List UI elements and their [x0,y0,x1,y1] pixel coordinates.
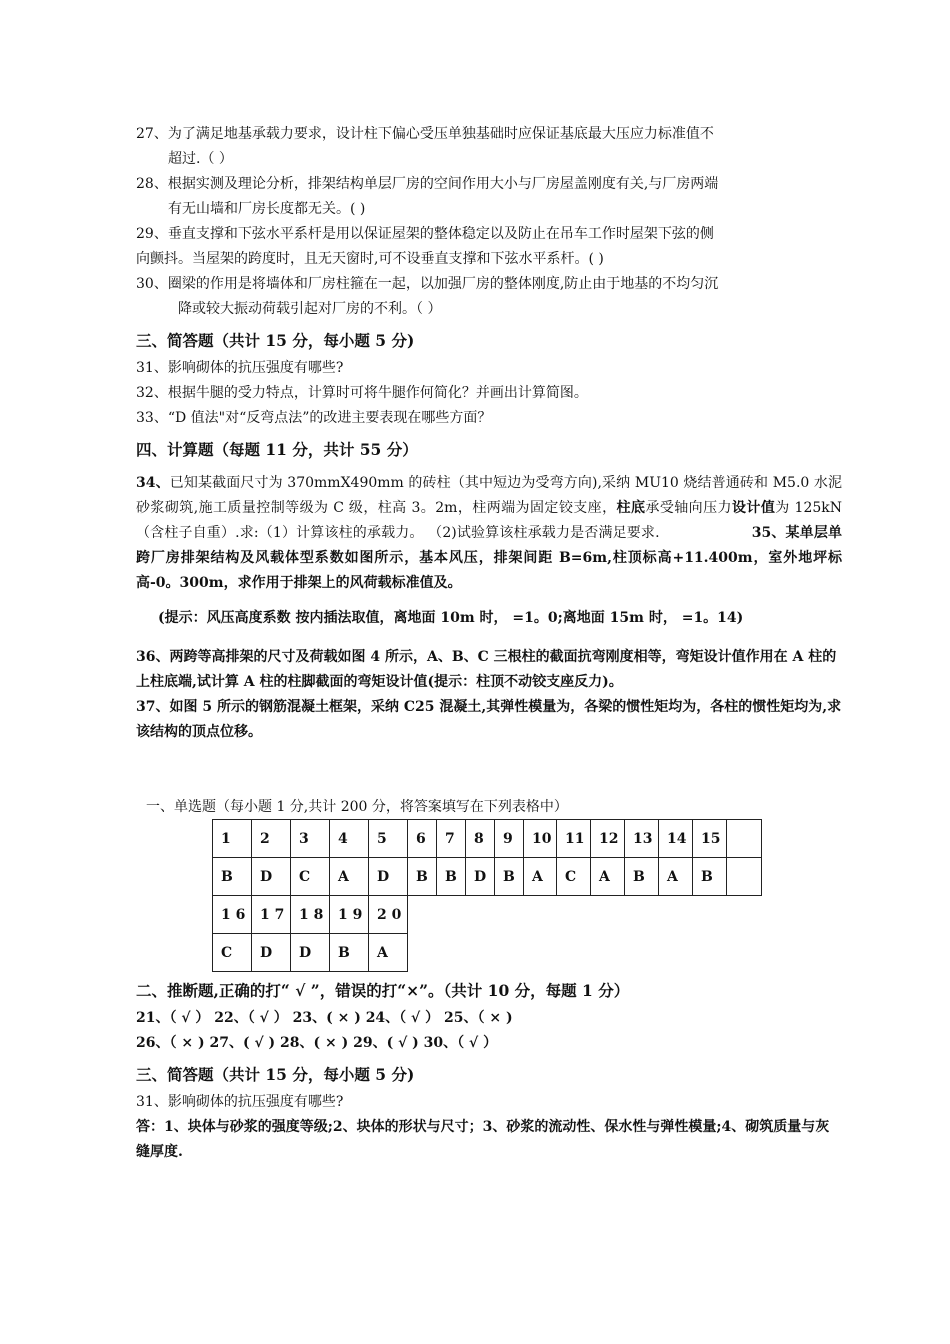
table-cell: B [213,858,252,896]
table-cell: B [625,858,659,896]
question-text: 圈梁的作用是将墙体和厂房柱箍在一起，以加强厂房的整体刚度,防止由于地基的不均匀沉 [167,276,719,292]
table-cell: 1 7 [252,896,291,934]
question-text-cont: 超过.（ ） [168,151,233,167]
exam-page [136,122,842,1165]
answer-table-title: 一、单选题（每小题 1 分,共计 200 分，将答案填写在下列表格中） [146,799,568,815]
question-text-cont: 降或较大振动荷载引起对厂房的不利。（ ） [178,301,442,317]
question-31: 31、影响砌体的抗压强度有哪些? [136,360,344,376]
table-cell: C [213,934,252,972]
table-row [213,934,762,972]
table-cell: 15 [693,820,727,858]
table-cell: B [437,858,466,896]
table-cell: B [495,858,524,896]
question-36: 36、两跨等高排架的尺寸及荷载如图 4 所示，A、B、C 三根柱的截面抗弯刚度相等，弯矩设计值作用在 A 柱的上柱底端,试计算 A 柱的柱脚截面的弯矩设计值(提示：柱顶不动铰支座反力)。 [136,649,837,690]
table-cell: A [369,934,408,972]
table-cell: 7 [437,820,466,858]
table-cell: 13 [625,820,659,858]
question-27 [136,122,842,172]
table-cell [727,858,762,896]
hint-text: (提示：风压高度系数 按内插法取值，离地面 10m 时， =1。0;离地面 15m 时， =1。14) [158,610,744,626]
table-cell: A [330,858,369,896]
table-cell: D [466,858,495,896]
table-row [213,896,762,934]
table-cell: A [524,858,557,896]
question-34-text-a: 已知某截面尺寸为 370mmX490mm 的砖柱（其中短边为受弯方向),采纳 MU10 烧结普通砖和 M5.0 水泥砂浆砌筑,施工质量控制等级为 C 级，柱高 3。2m，柱两端为固定铰支座， [136,475,843,516]
table-cell: A [659,858,693,896]
judgement-questions [136,122,842,322]
question-text: 为了满足地基承载力要求，设计柱下偏心受压单独基础时应保证基底最大压应力标准值不 [167,126,714,142]
question-text: 垂直支撑和下弦水平系杆是用以保证屋架的整体稳定以及防止在吊车工作时屋架下弦的侧 [167,226,714,242]
table-cell: 9 [495,820,524,858]
table-cell: 2 [252,820,291,858]
table-cell: 1 6 [213,896,252,934]
table-cell: D [252,934,291,972]
answer-31: 答：1、块体与砂浆的强度等级;2、块体的形状与尺寸；3、砂浆的流动性、保水性与弹性模量;4、砌筑质量与灰缝厚度. [136,1119,830,1160]
question-34-emph-1: 柱底 [616,500,646,516]
table-row [213,858,762,896]
table-cell: 5 [369,820,408,858]
question-33: 33、“D 值法"对“反弯点法”的改进主要表现在哪些方面？ [136,410,492,426]
question-34-emph-2: 设计值 [731,500,776,516]
section-title-short-answer: 三、简答题（共计 15 分，每小题 5 分) [136,331,415,350]
question-34-text-c: 承受轴向压力 [645,500,732,516]
table-cell [727,820,762,858]
question-34-text-d: 为 125kN（含柱子自重）.求:（1）计算该柱的承载力。 （2)试验算该柱承载力是否满足要求. [136,500,843,541]
table-cell: C [291,858,330,896]
question-28 [136,172,842,222]
table-cell: 14 [659,820,693,858]
question-35-text: 35、某单层单跨厂房排架结构及风载体型系数如图所示，基本风压，排架间距 B=6m,柱顶标高+11.400m，室外地坪标高-0。300m，求作用于排架上的风荷载标准值及。 [136,525,842,591]
section-title-calculation: 四、计算题（每题 11 分，共计 55 分） [136,440,418,459]
question-text: 根据实测及理论分析，排架结构单层厂房的空间作用大小与厂房屋盖刚度有关,与厂房两端 [167,176,719,192]
table-cell: B [330,934,369,972]
table-cell: 12 [591,820,625,858]
table-cell: 1 9 [330,896,369,934]
table-cell: D [369,858,408,896]
question-number: 30、 [136,276,168,292]
question-text-cont: 向颤抖。当屋架的跨度时，且无天窗时,可不设垂直支撑和下弦水平系杆。( ) [136,251,604,267]
true-false-answers-1: 21、（ √ ） 22、（ √ ） 23、( × ) 24、（ √ ） 25、（ × ) [136,1010,513,1026]
question-34-35 [136,471,842,596]
table-cell: 3 [291,820,330,858]
question-29 [136,222,842,272]
table-cell: 2 0 [369,896,408,934]
section-title-true-false: 二、推断题,正确的打“ √ ”，错误的打“×”。（共计 10 分，每题 1 分） [136,981,630,1000]
question-37: 37、如图 5 所示的钢筋混凝土框架，采纳 C25 混凝土,其弹性模量为，各梁的惯性矩均为，各柱的惯性矩均为,求该结构的顶点位移。 [136,699,842,740]
question-number: 27、 [136,126,168,142]
table-cell: D [291,934,330,972]
table-cell: 11 [557,820,591,858]
question-number: 29、 [136,226,168,242]
table-cell: 8 [466,820,495,858]
table-cell: C [557,858,591,896]
section-title-short-answer-2: 三、简答题（共计 15 分，每小题 5 分) [136,1065,415,1084]
table-cell: A [591,858,625,896]
table-cell: 10 [524,820,557,858]
table-cell: 1 [213,820,252,858]
question-number: 28、 [136,176,168,192]
question-31-repeat: 31、影响砌体的抗压强度有哪些? [136,1094,344,1110]
question-32: 32、根据牛腿的受力特点，计算时可将牛腿作何简化？并画出计算简图。 [136,385,588,401]
table-cell: B [693,858,727,896]
table-cell: 6 [408,820,437,858]
true-false-answers-2: 26、（ × ) 27、( √ ) 28、( × ) 29、( √ ) 30、（ √ ） [136,1035,498,1051]
question-number: 34、 [136,475,170,491]
table-cell: 4 [330,820,369,858]
answer-table [212,819,762,972]
question-30 [136,272,842,322]
table-cell: D [252,858,291,896]
table-cell: 1 8 [291,896,330,934]
table-row [213,820,762,858]
table-cell: B [408,858,437,896]
question-text-cont: 有无山墙和厂房长度都无关。( ) [168,201,366,217]
